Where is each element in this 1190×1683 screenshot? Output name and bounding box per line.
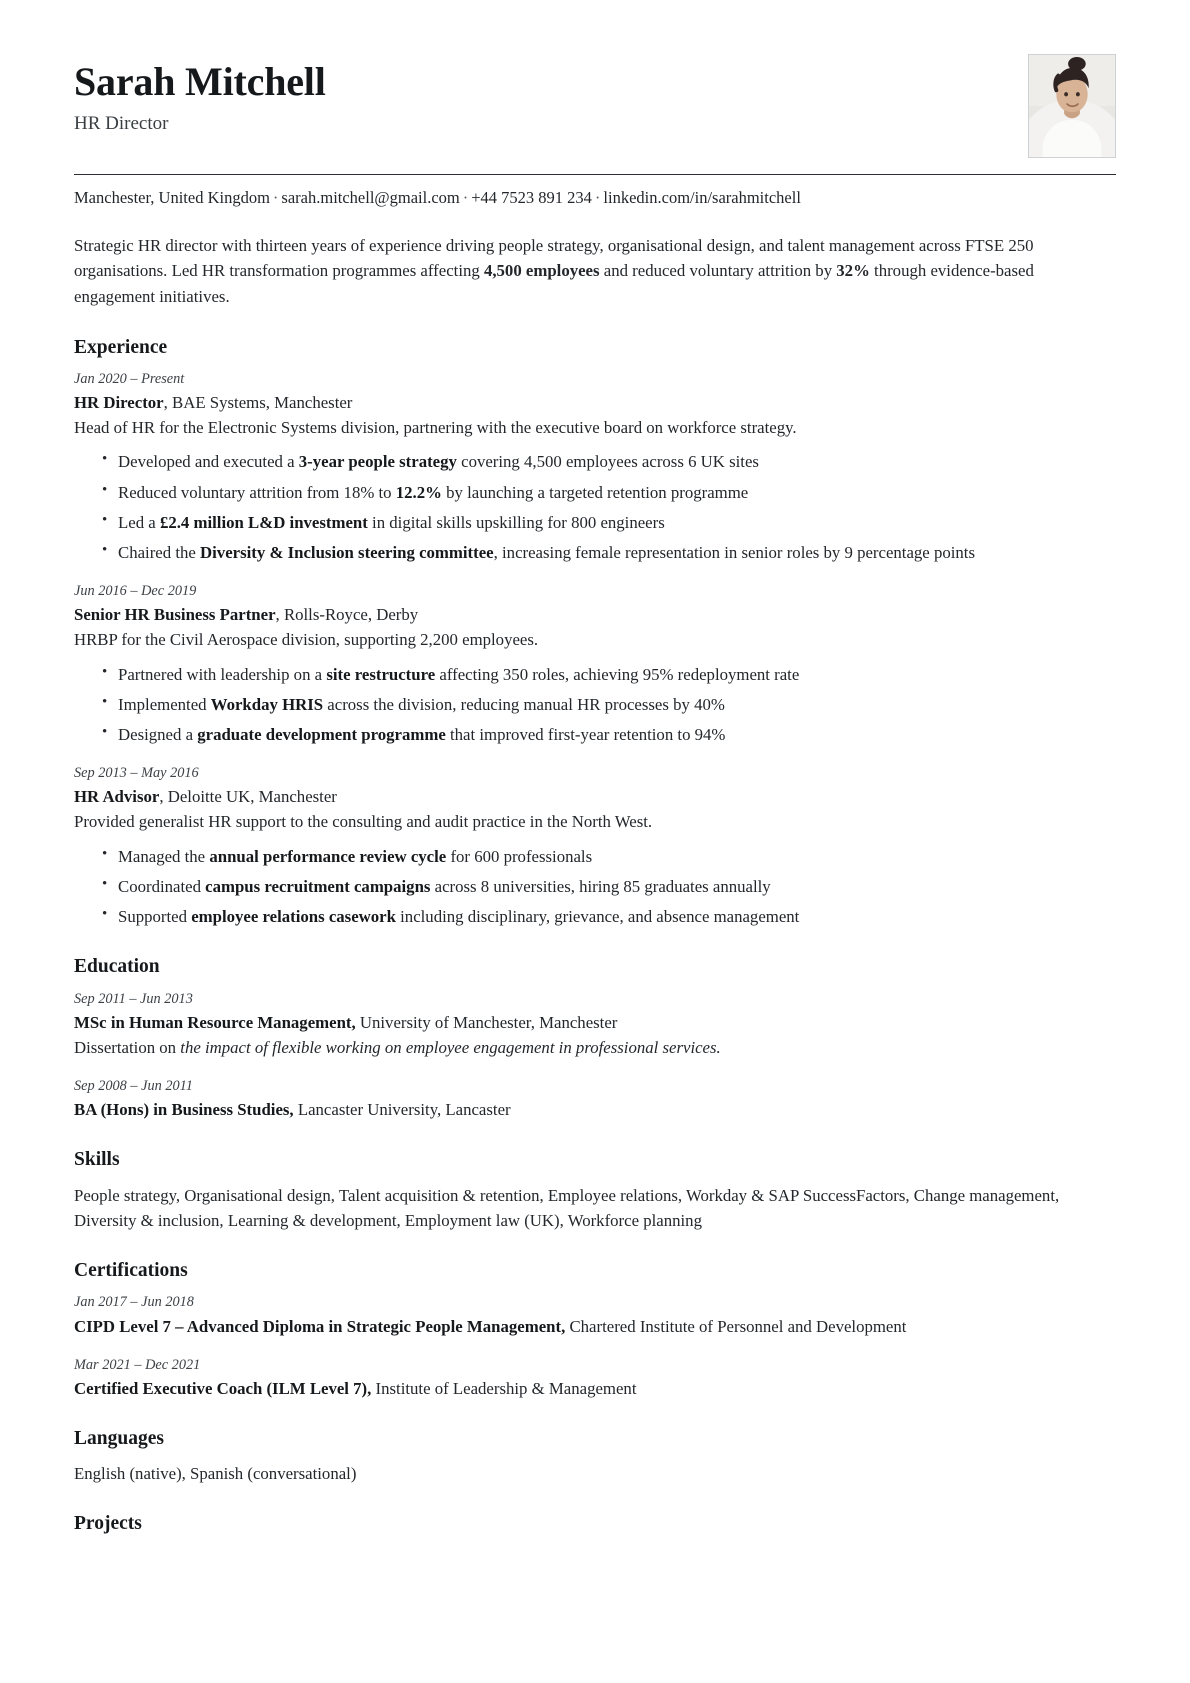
entry-date: Jan 2017 – Jun 2018 — [74, 1294, 194, 1311]
list-item — [102, 722, 1116, 747]
list-item — [102, 540, 1116, 565]
education-entry — [74, 990, 1116, 1060]
certification-entry — [74, 1356, 1116, 1401]
bullet-text-post: covering 4,500 employees across 6 UK sites — [456, 452, 759, 472]
list-item — [102, 904, 1116, 929]
entry-description: Provided generalist HR support to the consulting and audit practice in the North West. — [74, 812, 653, 832]
entry-heading — [74, 1377, 1116, 1401]
skills-text: People strategy, Organisational design, Talent acquisition & retention, Employee relations, Workday & SAP SuccessFactors, Change management, Diversity & inclusion, Learning & development, Employment law (UK), Workforce planning — [74, 1185, 1060, 1230]
contact-linkedin[interactable]: linkedin.com/in/sarahmitchell — [603, 188, 801, 207]
identity-block — [74, 52, 326, 136]
entry-heading — [74, 785, 1116, 809]
bullet-text-bold: campus recruitment campaigns — [205, 876, 431, 896]
bullet-text-bold: annual performance review cycle — [209, 846, 447, 866]
section-title-skills: Skills — [74, 1149, 120, 1171]
bullet-text-post: across the division, reducing manual HR processes by 40% — [323, 694, 725, 714]
professional-summary — [74, 233, 1116, 310]
resume-header — [74, 52, 1116, 158]
section-projects — [74, 1512, 1116, 1535]
entry-bullet-list — [74, 662, 1116, 748]
section-certifications — [74, 1259, 1116, 1401]
bullet-text-bold: employee relations casework — [191, 907, 396, 927]
certification-title: Certified Executive Coach (ILM Level 7), — [74, 1378, 372, 1398]
job-employer: , Deloitte UK, Manchester — [159, 787, 337, 807]
entry-date: Sep 2013 – May 2016 — [74, 765, 199, 782]
profile-photo — [1028, 54, 1116, 158]
candidate-headline: HR Director — [74, 112, 169, 134]
entry-date: Mar 2021 – Dec 2021 — [74, 1356, 201, 1373]
institution: University of Manchester, Manchester — [355, 1012, 618, 1032]
summary-text-3: through evidence-based engagement initiatives. — [74, 261, 1034, 306]
section-skills — [74, 1148, 1116, 1233]
certification-title: CIPD Level 7 – Advanced Diploma in Strategic People Management, — [74, 1316, 566, 1336]
bullet-text-post: including disciplinary, grievance, and absence management — [395, 907, 800, 927]
bullet-text-bold: £2.4 million L&D investment — [159, 512, 368, 532]
job-title: HR Director — [74, 393, 164, 413]
candidate-name: Sarah Mitchell — [74, 59, 326, 104]
summary-text-1: Strategic HR director with thirteen years of experience driving people strategy, organisational design, and talent management across FTSE 250 organisations. Led HR transformation programmes affecting — [74, 235, 1034, 281]
degree-title: MSc in Human Resource Management, — [74, 1012, 356, 1032]
experience-entry — [74, 582, 1116, 747]
bullet-text-bold: Diversity & Inclusion steering committee — [200, 542, 494, 562]
section-title-projects: Projects — [74, 1513, 142, 1535]
entry-heading — [74, 1098, 1116, 1122]
list-item — [102, 449, 1116, 474]
bullet-text-bold: graduate development programme — [197, 725, 446, 744]
bullet-text-post: for 600 professionals — [446, 846, 593, 866]
job-employer: , BAE Systems, Manchester — [163, 393, 353, 413]
experience-entry — [74, 370, 1116, 565]
list-item — [102, 844, 1116, 869]
section-title-experience: Experience — [74, 336, 168, 358]
entry-date: Jan 2020 – Present — [74, 370, 185, 387]
contact-email[interactable]: sarah.mitchell@gmail.com — [281, 188, 460, 207]
bullet-text-pre: Chaired the — [118, 542, 201, 562]
list-item — [102, 692, 1116, 717]
entry-heading — [74, 603, 1116, 627]
bullet-text-pre: Partnered with leadership on a — [118, 664, 327, 684]
contact-separator: · — [594, 188, 601, 207]
list-item — [102, 480, 1116, 505]
entry-bullet-list — [74, 844, 1116, 930]
entry-date: Jun 2016 – Dec 2019 — [74, 583, 197, 600]
bullet-text-post: that improved first-year retention to 94% — [445, 725, 726, 744]
bullet-text-pre: Coordinated — [118, 876, 206, 896]
summary-highlight-employees: 4,500 employees — [483, 261, 600, 281]
bullet-text-pre: Managed the — [118, 846, 210, 866]
list-item — [102, 510, 1116, 535]
bullet-text-post: affecting 350 roles, achieving 95% redeployment rate — [435, 664, 800, 684]
contact-separator: · — [462, 188, 469, 207]
entry-date: Sep 2008 – Jun 2011 — [74, 1078, 193, 1095]
bullet-text-pre: Reduced voluntary attrition from 18% to — [118, 482, 396, 502]
bullet-text-post: across 8 universities, hiring 85 graduates annually — [430, 876, 771, 896]
entry-heading — [74, 391, 1116, 415]
dissertation-label: Dissertation on — [74, 1037, 181, 1057]
dissertation-title: the impact of flexible working on employee engagement in professional services. — [180, 1037, 721, 1057]
section-languages — [74, 1427, 1116, 1487]
languages-text: English (native), Spanish (conversational) — [74, 1464, 357, 1484]
profile-photo-image — [1029, 55, 1115, 157]
bullet-text-pre: Implemented — [118, 694, 211, 714]
entry-description: HRBP for the Civil Aerospace division, supporting 2,200 employees. — [74, 630, 539, 650]
entry-bullet-list — [74, 449, 1116, 565]
contact-phone[interactable]: +44 7523 891 234 — [471, 188, 592, 207]
entry-description: Head of HR for the Electronic Systems division, partnering with the executive board on workforce strategy. — [74, 418, 797, 438]
experience-entry — [74, 764, 1116, 929]
bullet-text-post: in digital skills upskilling for 800 engineers — [367, 512, 665, 532]
section-title-certifications: Certifications — [74, 1260, 188, 1282]
entry-heading — [74, 1315, 1116, 1339]
section-title-languages: Languages — [74, 1427, 164, 1449]
summary-highlight-attrition: 32% — [836, 261, 870, 281]
bullet-text-post: by launching a targeted retention programme — [441, 482, 749, 502]
bullet-text-bold: Workday HRIS — [210, 694, 324, 714]
job-title: Senior HR Business Partner — [74, 605, 276, 625]
degree-title: BA (Hons) in Business Studies, — [74, 1100, 294, 1120]
header-divider — [74, 174, 1116, 175]
bullet-text-pre: Led a — [118, 512, 160, 532]
entry-heading — [74, 1011, 1116, 1035]
institution: Lancaster University, Lancaster — [293, 1100, 511, 1120]
bullet-text-pre: Developed and executed a — [118, 452, 299, 472]
job-title: HR Advisor — [74, 787, 160, 807]
summary-text-2: and reduced voluntary attrition by — [599, 261, 837, 281]
bullet-text-bold: 3-year people strategy — [298, 452, 457, 472]
bullet-text-bold: site restructure — [326, 664, 436, 684]
contact-location: Manchester, United Kingdom — [74, 188, 270, 207]
section-experience — [74, 336, 1116, 930]
bullet-text-pre: Designed a — [118, 725, 198, 744]
certification-issuer: Institute of Leadership & Management — [371, 1378, 637, 1398]
certification-issuer: Chartered Institute of Personnel and Development — [565, 1316, 907, 1336]
bullet-text-bold: 12.2% — [395, 482, 442, 502]
contact-line — [74, 186, 1116, 210]
entry-description — [74, 1036, 1116, 1060]
section-education — [74, 955, 1116, 1122]
certification-entry — [74, 1293, 1116, 1338]
education-entry — [74, 1077, 1116, 1122]
job-employer: , Rolls-Royce, Derby — [275, 605, 419, 625]
list-item — [102, 662, 1116, 687]
entry-date: Sep 2011 – Jun 2013 — [74, 990, 193, 1007]
contact-separator: · — [272, 188, 279, 207]
section-title-education: Education — [74, 956, 160, 978]
list-item — [102, 874, 1116, 899]
bullet-text-pre: Supported — [118, 907, 192, 927]
bullet-text-post: , increasing female representation in senior roles by 9 percentage points — [493, 542, 975, 562]
